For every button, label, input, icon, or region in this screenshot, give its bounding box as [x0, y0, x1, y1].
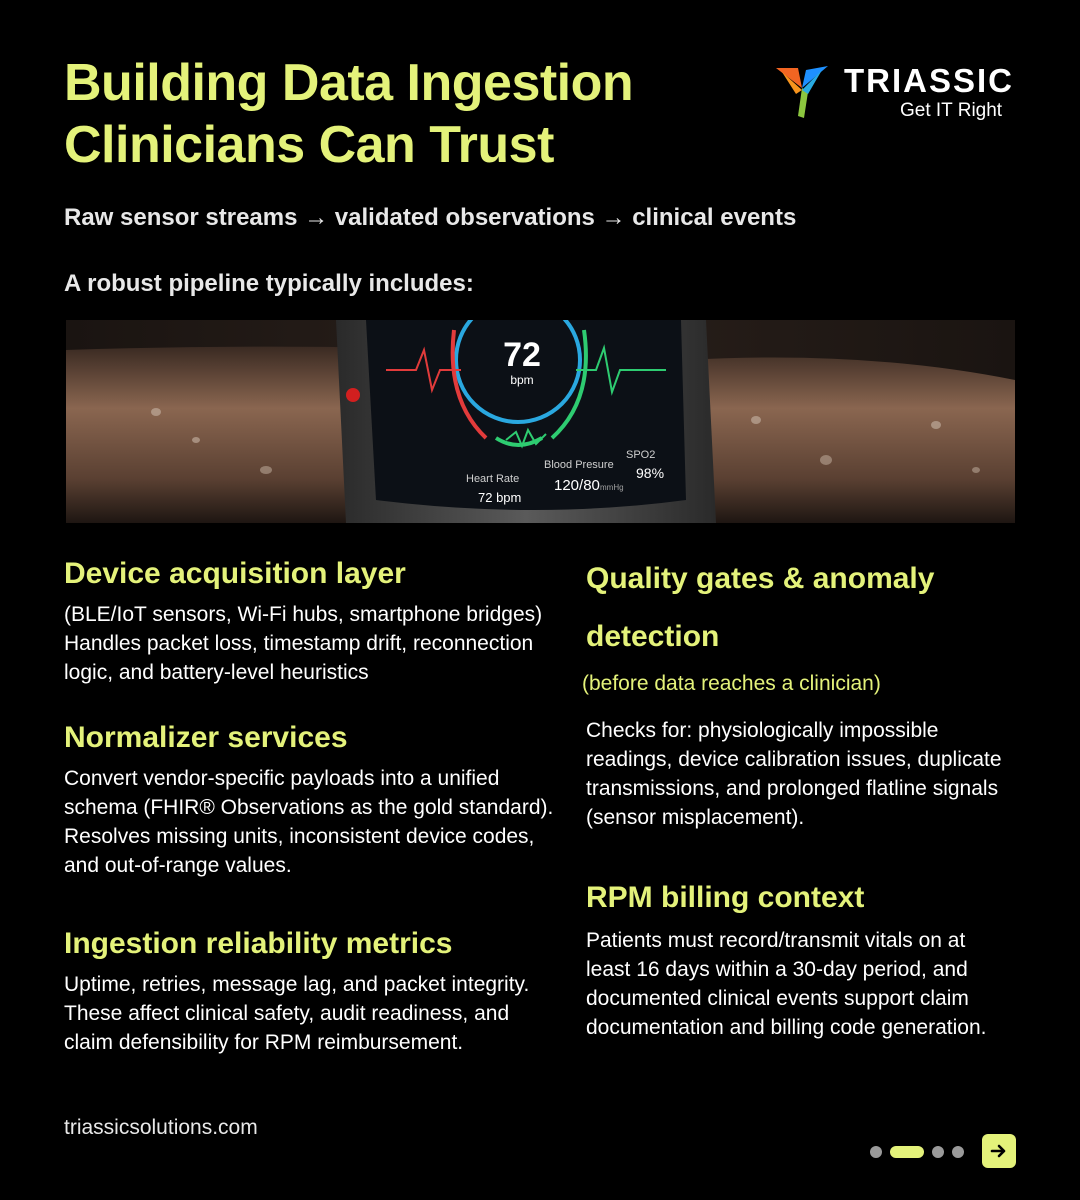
- triassic-logo-icon: [772, 58, 832, 120]
- smartwatch-wrist-illustration: [66, 320, 1015, 523]
- hero-bp-value: 120/80: [554, 477, 600, 494]
- pagination-dot-2-active[interactable]: [890, 1146, 924, 1158]
- section-rpm-billing: [586, 880, 1006, 1042]
- pagination-dot-4[interactable]: [952, 1146, 964, 1158]
- pagination-dot-1[interactable]: [870, 1146, 882, 1158]
- section-body: Convert vendor-specific payloads into a unified schema (FHIR® Observations as the gold standard). Resolves missing units, inconsistent device codes, and out-of-range values.: [64, 767, 554, 877]
- next-slide-button[interactable]: [982, 1134, 1016, 1168]
- intro-text: A robust pipeline typically includes:: [64, 270, 474, 297]
- hero-spo2-label: SPO2: [626, 449, 656, 461]
- section-body: Checks for: physiologically impossible readings, device calibration issues, duplicate transmissions, and prolonged flatline signals (sensor misplacement).: [586, 719, 1002, 829]
- hero-heart-rate-value: 72 bpm: [478, 490, 522, 505]
- section-heading: Ingestion reliability metrics: [64, 927, 453, 960]
- section-device-acquisition: [64, 556, 554, 687]
- pagination-dot-3[interactable]: [932, 1146, 944, 1158]
- title-line-1: Building Data Ingestion: [64, 54, 634, 112]
- title-line-2: Clinicians Can Trust: [64, 116, 554, 174]
- brand-name: TRIASSIC: [844, 62, 1015, 99]
- hero-bp-unit: mmHg: [600, 483, 624, 492]
- arrow-right-icon: [989, 1141, 1009, 1161]
- section-heading: Quality gates & anomaly detection: [586, 562, 935, 653]
- subtitle: Raw sensor streams → validated observations → clinical events: [64, 204, 797, 231]
- section-body: Uptime, retries, message lag, and packet integrity. These affect clinical safety, audit readiness, and claim defensibility for RPM reimbursement.: [64, 973, 530, 1054]
- section-quality-gates: [582, 550, 1006, 832]
- section-body: Patients must record/transmit vitals on at least 16 days within a 30-day period, and documented clinical events support claim documentation and billing code generation.: [586, 929, 987, 1039]
- section-note: (before data reaches a clinician): [582, 672, 881, 695]
- section-body: (BLE/IoT sensors, Wi-Fi hubs, smartphone bridges) Handles packet loss, timestamp drift, reconnection logic, and battery-level heuristics: [64, 603, 543, 684]
- section-ingestion-reliability: [64, 926, 554, 1057]
- section-heading: Device acquisition layer: [64, 557, 406, 590]
- section-normalizer-services: [64, 720, 554, 880]
- section-heading: Normalizer services: [64, 721, 348, 754]
- footer-url-link[interactable]: triassicsolutions.com: [64, 1116, 258, 1139]
- hero-bpm-value: 72: [503, 336, 541, 374]
- brand-logo-block: [772, 58, 1022, 128]
- section-heading: RPM billing context: [586, 881, 865, 914]
- hero-bpm-unit: bpm: [510, 373, 534, 387]
- hero-image: [66, 320, 1015, 523]
- page-title: [64, 52, 704, 176]
- hero-bp-label: Blood Presure: [544, 459, 614, 471]
- hero-heart-rate-label: Heart Rate: [466, 473, 520, 485]
- hero-spo2-value: 98%: [636, 465, 665, 481]
- brand-tagline: Get IT Right: [900, 100, 1003, 121]
